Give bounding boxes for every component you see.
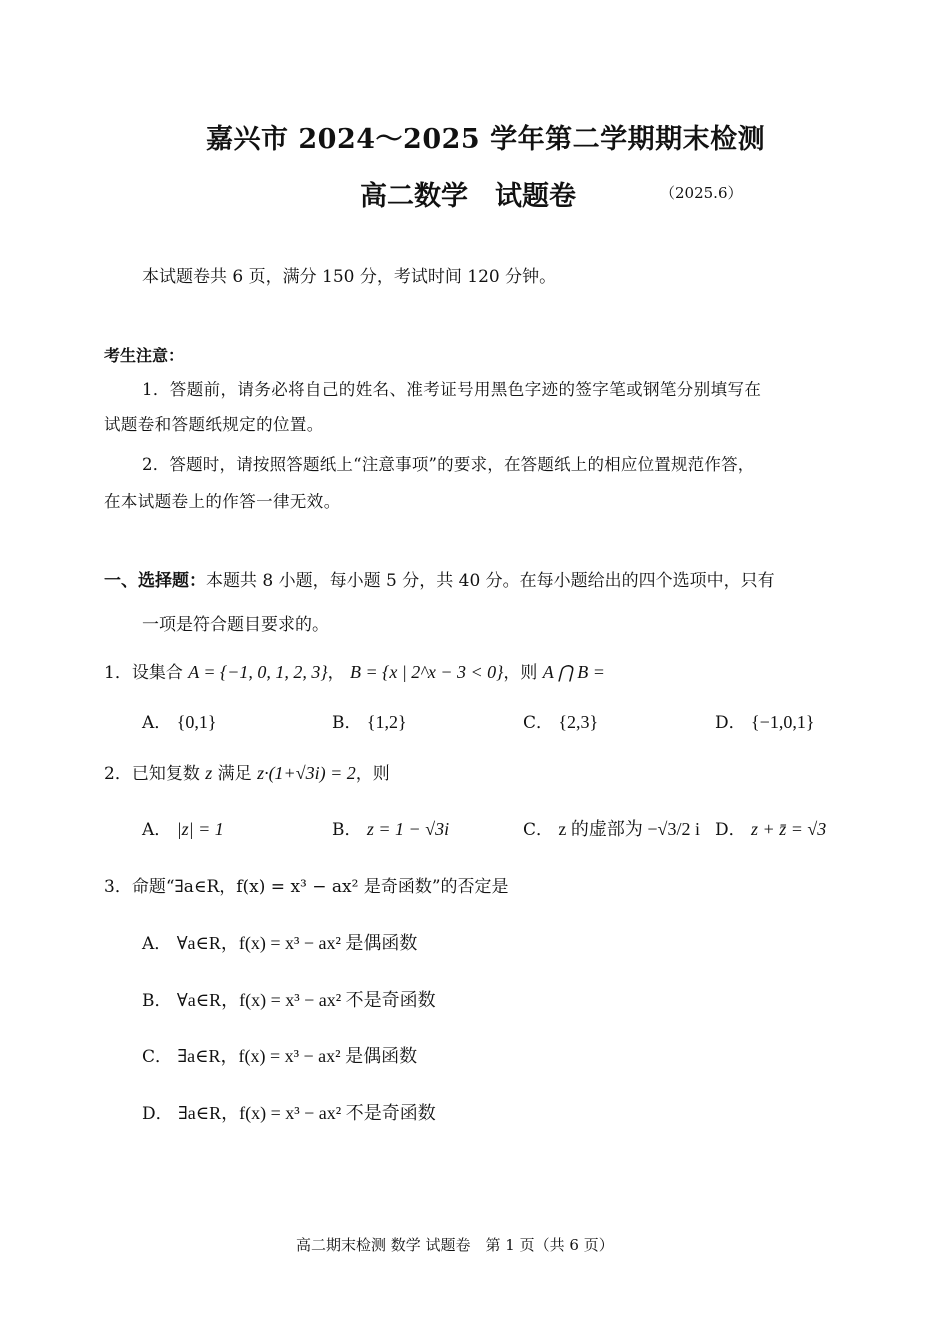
option-value: ∃a∈R，f(x) = x³ − ax² 是偶函数: [177, 1046, 418, 1066]
option-value: {−1,0,1}: [751, 712, 815, 732]
question-3-stem: [104, 872, 509, 897]
section-1-desc-line-1: [104, 566, 775, 591]
question-1-text-b: ，则: [503, 663, 538, 683]
question-1-option-a[interactable]: [142, 708, 216, 733]
question-2-text-a: 已知复数: [131, 764, 200, 784]
question-1-set-b: B = {x | 2^x − 3 < 0}: [350, 662, 504, 682]
question-1-intersection: A ⋂ B =: [542, 662, 605, 682]
question-2-text-b: 满足: [217, 764, 252, 784]
option-label: A．: [142, 934, 172, 954]
option-value: |z| = 1: [176, 819, 224, 839]
option-label: C．: [523, 713, 554, 733]
notice-item-1-line-2: 试题卷和答题纸规定的位置。: [104, 415, 324, 434]
question-1-number: 1．: [104, 663, 132, 683]
question-2-equation: z·(1+√3i) = 2: [257, 763, 356, 783]
exam-title: 嘉兴市 2024～2025 学年第二学期期末检测: [206, 124, 766, 155]
option-label: B．: [332, 820, 362, 840]
option-label: D．: [715, 713, 746, 733]
question-1-sep: ，: [327, 663, 345, 683]
option-value: {0,1}: [176, 712, 217, 732]
option-value: ∀a∈R，f(x) = x³ − ax² 是偶函数: [176, 933, 418, 953]
section-1-desc-line-2: 一项是符合题目要求的。: [142, 615, 329, 635]
question-3-option-c[interactable]: [142, 1042, 417, 1068]
question-1-text-a: 设集合: [131, 663, 183, 683]
question-3-option-b[interactable]: [142, 986, 436, 1012]
section-1-heading: 一、选择题：: [104, 571, 206, 591]
question-1-stem: [104, 658, 605, 683]
option-label: B．: [142, 991, 172, 1011]
question-3-number: 3．: [104, 877, 132, 897]
page-footer: 高二期末检测 数学 试题卷 第 1 页（共 6 页）: [296, 1236, 614, 1254]
option-value: ∃a∈R，f(x) = x³ − ax² 不是奇函数: [178, 1103, 436, 1123]
question-2-option-b[interactable]: [332, 815, 449, 840]
question-1-option-b[interactable]: [332, 708, 407, 733]
question-2-number: 2．: [104, 764, 132, 784]
option-value: {2,3}: [558, 712, 599, 732]
question-3-option-a[interactable]: [142, 929, 417, 955]
option-value: z = 1 − √3i: [366, 819, 450, 839]
notice-item-1-line-1: 1．答题前，请务必将自己的姓名、准考证号用黑色字迹的签字笔或钢笔分别填写在: [142, 380, 762, 399]
option-label: A．: [142, 820, 172, 840]
option-value: z 的虚部为 −√3/2 i: [558, 819, 700, 839]
exam-subtitle: 高二数学 试题卷: [360, 181, 576, 212]
question-1-option-d[interactable]: [715, 708, 814, 733]
option-value: {1,2}: [366, 712, 407, 732]
question-3-option-d[interactable]: [142, 1099, 436, 1125]
option-label: A．: [142, 713, 172, 733]
notice-item-2-line-2: 在本试题卷上的作答一律无效。: [104, 492, 341, 511]
notice-item-2-line-1: 2．答题时，请按照答题纸上“注意事项”的要求，在答题纸上的相应位置规范作答，: [142, 455, 755, 474]
question-1-option-c[interactable]: [523, 708, 598, 733]
intro-text: 本试题卷共 6 页，满分 150 分，考试时间 120 分钟。: [142, 267, 557, 287]
exam-date: （2025.6）: [660, 184, 743, 202]
option-label: C．: [142, 1047, 173, 1067]
option-value: z + z̄ = √3: [751, 819, 827, 839]
question-3-text: 命题“∃a∈R，f(x) = x³ − ax² 是奇函数”的否定是: [131, 877, 509, 897]
question-2-option-a[interactable]: [142, 815, 224, 840]
notice-heading: 考生注意：: [104, 346, 185, 365]
question-2-stem: [104, 759, 390, 784]
question-2-option-c[interactable]: [523, 815, 700, 841]
option-label: C．: [523, 820, 554, 840]
question-1-set-a: A = {−1, 0, 1, 2, 3}: [188, 662, 328, 682]
option-label: D．: [715, 820, 746, 840]
question-2-option-d[interactable]: [715, 815, 826, 840]
option-label: B．: [332, 713, 362, 733]
question-2-text-c: ，则: [355, 764, 390, 784]
question-2-var: z: [205, 763, 213, 783]
option-label: D．: [142, 1104, 173, 1124]
section-1-desc: 本题共 8 小题，每小题 5 分，共 40 分。在每小题给出的四个选项中，只有: [206, 571, 775, 591]
option-value: ∀a∈R，f(x) = x³ − ax² 不是奇函数: [176, 990, 436, 1010]
